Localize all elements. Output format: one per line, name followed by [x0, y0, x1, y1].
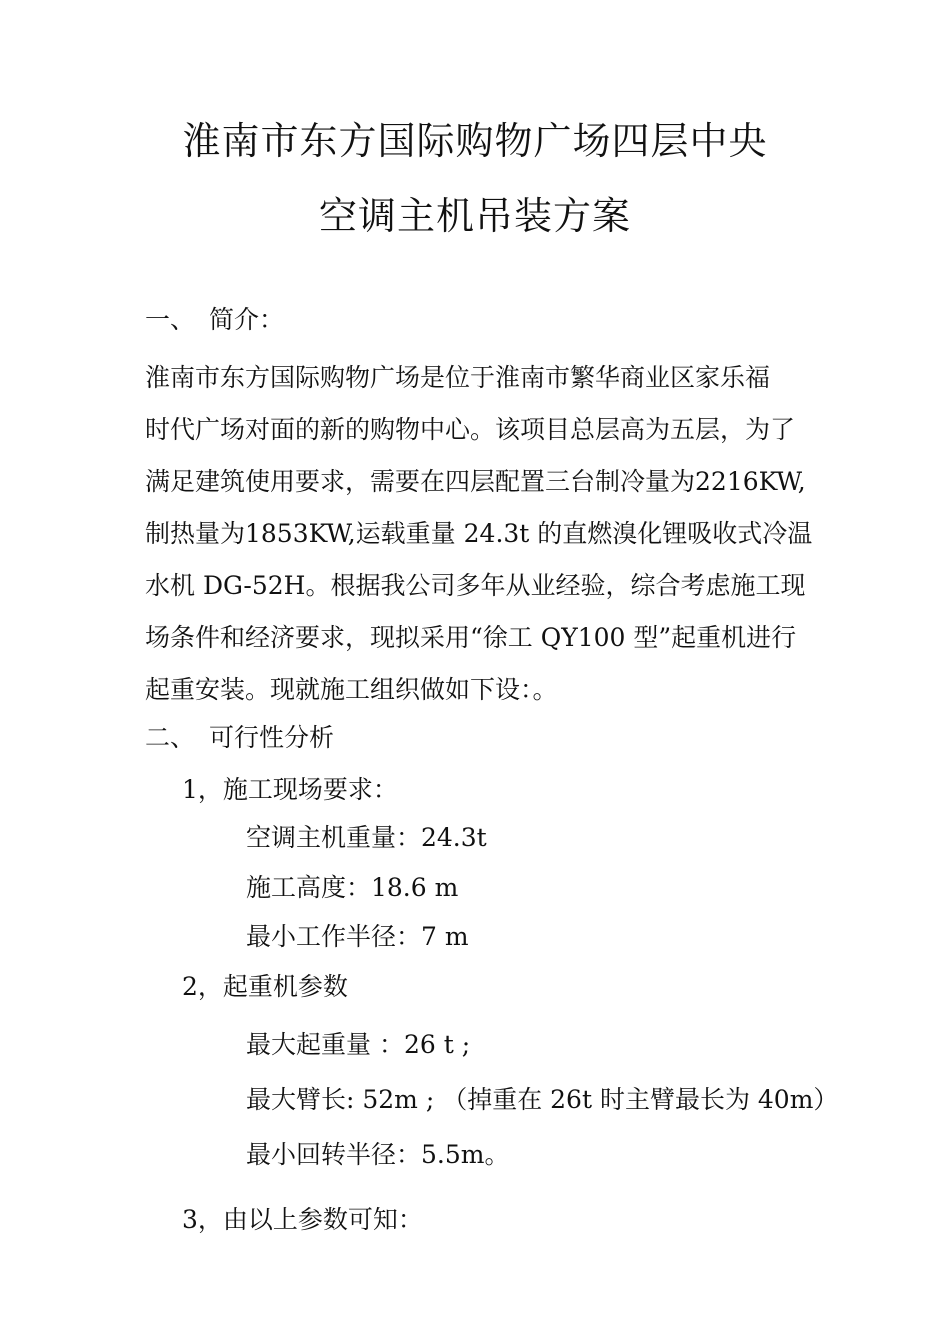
section-1-number: 一、: [145, 305, 196, 334]
section-2-heading: [145, 718, 334, 754]
intro-line-5: 水机 DG-52H。根据我公司多年从业经验，综合考虑施工现: [145, 571, 806, 600]
section-1-title: 简介：: [209, 305, 285, 334]
section-2-number: 二、: [145, 723, 196, 752]
item-2-line-1: 最大起重量 ：26 t ;: [246, 1030, 471, 1059]
item-1-line-2: 施工高度：18.6 m: [246, 873, 459, 902]
intro-line-2: 时代广场对面的新的购物中心。该项目总层高为五层，为了: [145, 415, 796, 444]
item-1-line-1: 空调主机重量：24.3t: [246, 823, 487, 852]
item-2-label: 2，起重机参数: [182, 972, 348, 1001]
section-1-heading: [145, 300, 284, 336]
intro-line-1: 淮南市东方国际购物广场是位于淮南市繁华商业区家乐福: [145, 363, 771, 392]
section-2-title: 可行性分析: [209, 723, 335, 752]
item-1-line-3: 最小工作半径：7 m: [246, 922, 469, 951]
document-title-line-2: 空调主机吊装方案: [318, 194, 631, 238]
item-2-line-2: 最大臂长: 52m ; （掉重在 26t 时主臂最长为 40m）: [246, 1085, 839, 1114]
item-3-label: 3，由以上参数可知：: [182, 1205, 423, 1234]
item-1-label: 1，施工现场要求：: [182, 775, 398, 804]
intro-line-4: 制热量为1853KW,运载重量 24.3t 的直燃溴化锂吸收式冷温: [145, 519, 813, 548]
intro-line-7: 起重安装。现就施工组织做如下设：。: [145, 675, 558, 704]
document-title-line-1: 淮南市东方国际购物广场四层中央: [182, 119, 768, 163]
intro-line-6: 场条件和经济要求，现拟采用“徐工 QY100 型”起重机进行: [145, 623, 797, 652]
intro-line-3: 满足建筑使用要求，需要在四层配置三台制冷量为2216KW,: [145, 467, 806, 496]
item-2-line-3: 最小回转半径：5.5m。: [246, 1140, 510, 1169]
